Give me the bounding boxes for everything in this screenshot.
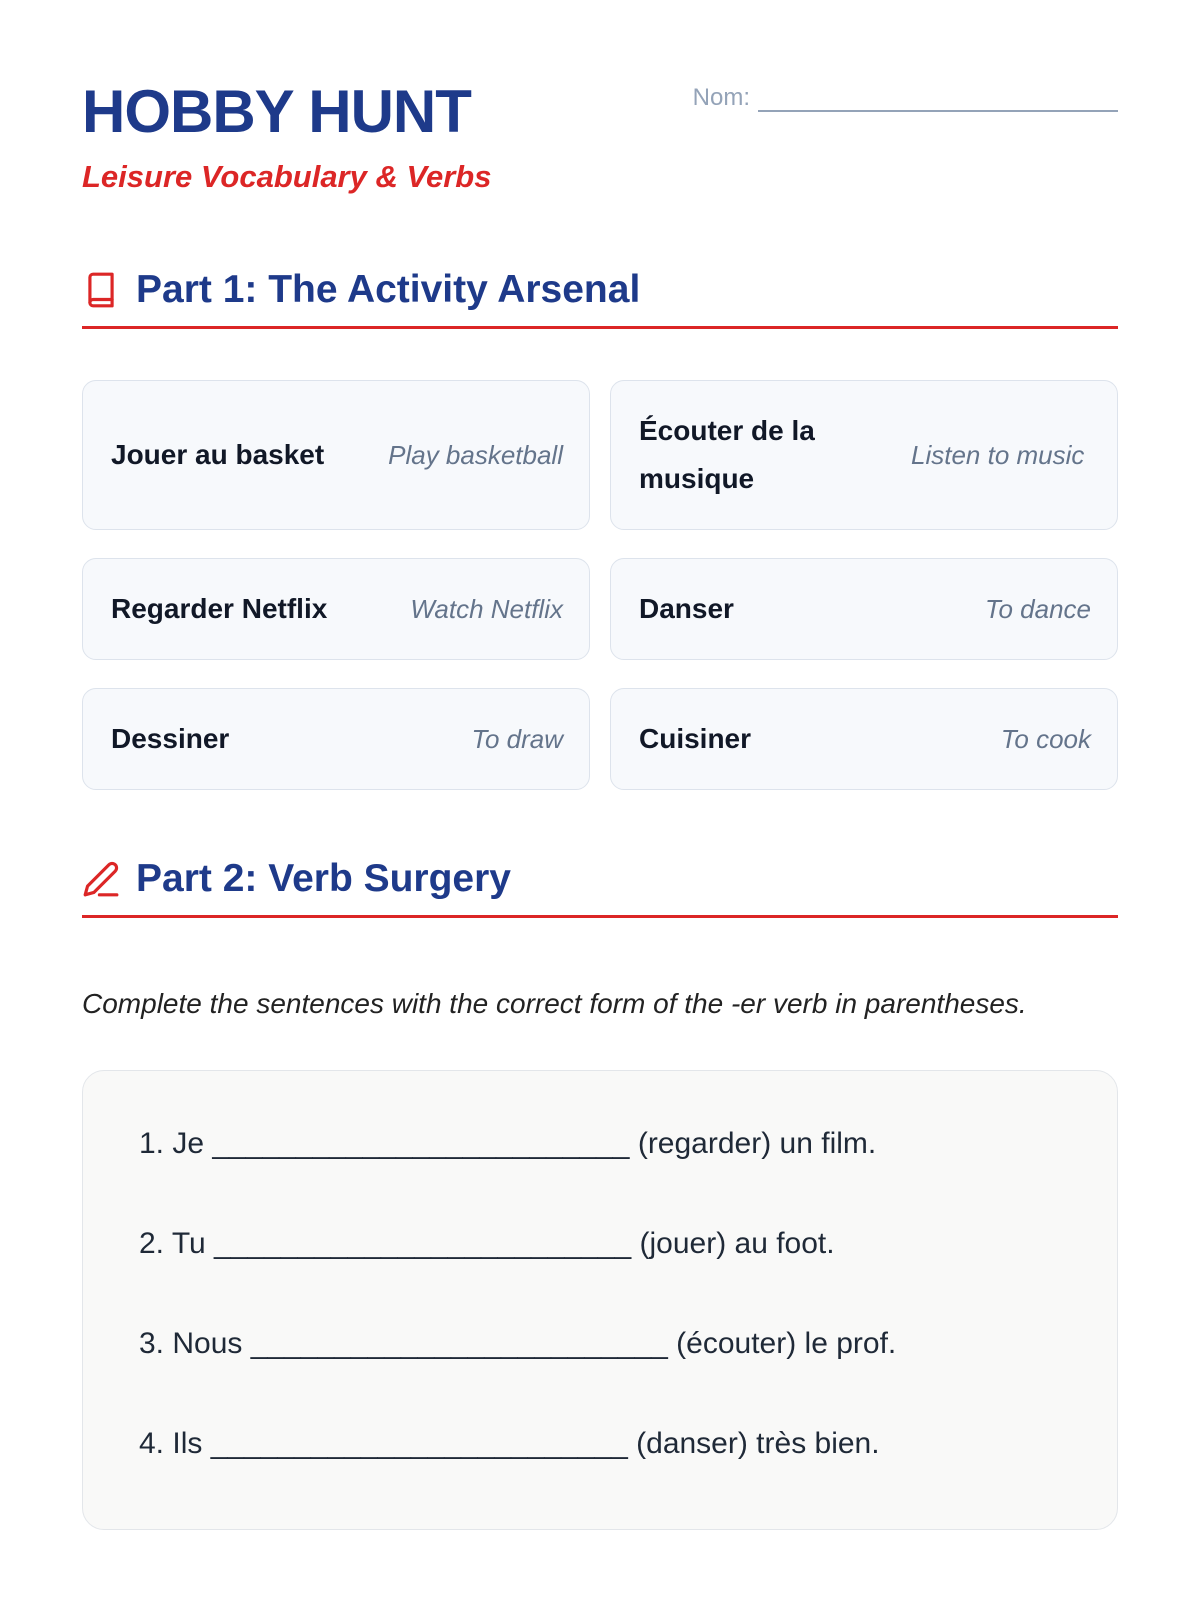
name-blank-line[interactable] [758, 88, 1118, 112]
exercise-sentence[interactable]: 4. Ils _________________________ (danser) très bien. [139, 1427, 880, 1460]
part2-title: Part 2: Verb Surgery [136, 857, 511, 900]
vocabulary-grid [82, 380, 1118, 790]
vocab-english: Play basketball [388, 439, 563, 470]
page-title: HOBBY HUNT [82, 78, 471, 145]
vocab-card [82, 558, 590, 660]
name-field[interactable] [693, 84, 1118, 112]
vocab-card [610, 688, 1118, 790]
vocab-french: Regarder Netflix [111, 593, 328, 625]
exercise-box [82, 1070, 1118, 1530]
instructions: Complete the sentences with the correct form of the -er verb in parentheses. [82, 988, 1027, 1019]
part1-heading [82, 266, 1118, 329]
page-subtitle: Leisure Vocabulary & Verbs [82, 159, 492, 194]
vocab-card [82, 688, 590, 790]
part1-title: Part 1: The Activity Arsenal [136, 268, 641, 311]
vocab-french: Jouer au basket [111, 439, 325, 471]
vocab-french: Cuisiner [639, 723, 752, 755]
pencil-icon [82, 860, 120, 898]
vocab-french: Danser [639, 593, 734, 625]
exercise-sentence[interactable]: 2. Tu _________________________ (jouer) au foot. [139, 1227, 835, 1260]
vocab-card [82, 380, 590, 530]
part2-heading [82, 855, 1118, 918]
vocab-card [610, 380, 1118, 530]
vocab-french: Dessiner [111, 723, 230, 755]
vocab-english: Watch Netflix [410, 593, 563, 624]
vocab-card [610, 558, 1118, 660]
vocab-english: Listen to music [911, 439, 1085, 470]
vocab-english: To cook [1000, 723, 1091, 754]
vocab-english: To dance [984, 593, 1091, 624]
book-icon [82, 271, 120, 309]
vocab-english: To draw [471, 723, 563, 754]
header [82, 78, 1118, 208]
exercise-sentence[interactable]: 3. Nous _________________________ (écouter) le prof. [139, 1327, 897, 1360]
exercise-sentence[interactable]: 1. Je _________________________ (regarder) un film. [139, 1127, 877, 1160]
vocab-french: Écouter de la musique [639, 415, 815, 494]
name-label: Nom: [692, 84, 750, 111]
